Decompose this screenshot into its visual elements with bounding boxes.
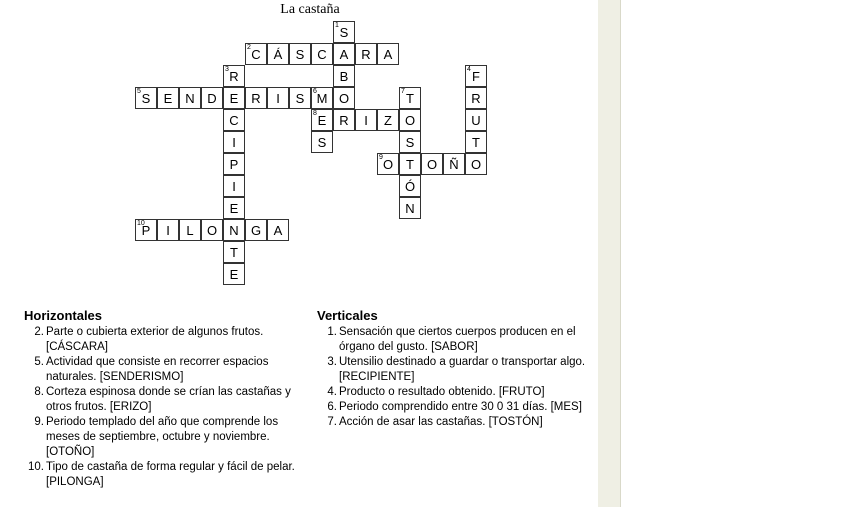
grid-cell xyxy=(223,219,245,241)
right-margin-bar xyxy=(598,0,621,507)
grid-cell xyxy=(135,87,157,109)
grid-cell xyxy=(245,87,267,109)
grid-cell xyxy=(223,197,245,219)
clue-item xyxy=(24,325,304,355)
grid-cell xyxy=(223,175,245,197)
cell-letter: R xyxy=(251,91,261,106)
cell-number: 7 xyxy=(401,88,405,95)
clue-item xyxy=(317,400,597,415)
grid-cell xyxy=(377,43,399,65)
clue-text: Periodo comprendido entre 30 0 31 días. [MES] xyxy=(339,401,582,413)
grid-cell xyxy=(245,219,267,241)
grid-cell xyxy=(201,87,223,109)
cell-number: 2 xyxy=(247,44,251,51)
grid-cell xyxy=(333,21,355,43)
cell-number: 3 xyxy=(225,66,229,73)
cell-letter: S xyxy=(317,135,327,150)
cell-letter: I xyxy=(232,135,236,150)
grid-cell xyxy=(135,219,157,241)
clue-item xyxy=(24,355,304,385)
cell-letter: E xyxy=(229,201,239,216)
cell-letter: O xyxy=(338,91,350,106)
grid-cell xyxy=(465,87,487,109)
clue-item xyxy=(317,415,597,430)
cell-number: 4 xyxy=(467,66,471,73)
grid-cell xyxy=(223,263,245,285)
grid-cell xyxy=(421,153,443,175)
clue-item xyxy=(24,460,304,490)
grid-cell xyxy=(443,153,465,175)
cell-letter: O xyxy=(382,157,394,172)
cell-number: 1 xyxy=(335,22,339,29)
grid-cell xyxy=(179,219,201,241)
grid-cell xyxy=(245,43,267,65)
cell-letter: T xyxy=(406,157,414,172)
cell-number: 10 xyxy=(137,220,145,227)
grid-cell xyxy=(223,87,245,109)
cell-letter: I xyxy=(232,179,236,194)
cell-letter: R xyxy=(471,91,481,106)
clue-text: Tipo de castaña de forma regular y fácil de pelar. [PILONGA] xyxy=(46,461,295,488)
grid-cell xyxy=(223,109,245,131)
grid-cell xyxy=(399,197,421,219)
cell-letter: R xyxy=(339,113,349,128)
cell-letter: C xyxy=(229,113,239,128)
cell-letter: O xyxy=(470,157,482,172)
cell-number: 9 xyxy=(379,154,383,161)
grid-cell xyxy=(179,87,201,109)
cell-letter: U xyxy=(471,113,481,128)
cell-letter: T xyxy=(472,135,480,150)
vertical-clues xyxy=(317,308,597,430)
cell-letter: P xyxy=(229,157,239,172)
grid-cell xyxy=(399,109,421,131)
cell-letter: M xyxy=(316,91,328,106)
cell-letter: O xyxy=(206,223,218,238)
grid-cell xyxy=(289,43,311,65)
grid-cell xyxy=(399,87,421,109)
grid-cell xyxy=(311,131,333,153)
cell-letter: O xyxy=(426,157,438,172)
clue-item xyxy=(24,385,304,415)
grid-cell xyxy=(311,109,333,131)
cell-letter: N xyxy=(405,201,415,216)
vertical-heading: Verticales xyxy=(317,308,378,323)
grid-cell xyxy=(465,153,487,175)
cell-letter: T xyxy=(406,91,414,106)
grid-cell xyxy=(311,87,333,109)
cell-letter: E xyxy=(163,91,173,106)
cell-letter: E xyxy=(229,91,239,106)
cell-letter: R xyxy=(361,47,371,62)
cell-letter: L xyxy=(186,223,194,238)
cell-number: 5 xyxy=(137,88,141,95)
clue-number: 4. xyxy=(327,386,337,398)
cell-number: 8 xyxy=(313,110,317,117)
cell-letter: I xyxy=(364,113,368,128)
clue-text: Corteza espinosa donde se crían las castañas y otros frutos. [ERIZO] xyxy=(46,386,291,413)
grid-cell xyxy=(267,219,289,241)
clue-text: Sensación que ciertos cuerpos producen en el órgano del gusto. [SABOR] xyxy=(339,326,576,353)
grid-cell xyxy=(223,131,245,153)
clue-text: Periodo templado del año que comprende los meses de septiembre, octubre y noviembre. [OTOÑO] xyxy=(46,416,279,458)
clue-text: Producto o resultado obtenido. [FRUTO] xyxy=(339,386,545,398)
clue-text: Acción de asar las castañas. [TOSTÓN] xyxy=(339,416,543,428)
cell-letter: E xyxy=(317,113,327,128)
cell-letter: A xyxy=(383,47,393,62)
clue-text: Actividad que consiste en recorrer espacios naturales. [SENDERISMO] xyxy=(46,356,269,383)
grid-cell xyxy=(333,109,355,131)
cell-letter: A xyxy=(273,223,283,238)
grid-cell xyxy=(399,131,421,153)
grid-cell xyxy=(157,219,179,241)
clue-number: 5. xyxy=(34,356,44,368)
grid-cell xyxy=(377,109,399,131)
grid-cell xyxy=(223,241,245,263)
cell-letter: I xyxy=(276,91,280,106)
cell-letter: O xyxy=(404,113,416,128)
cell-letter: Z xyxy=(384,113,392,128)
cell-letter: P xyxy=(141,223,151,238)
grid-cell xyxy=(267,87,289,109)
grid-cell xyxy=(311,43,333,65)
clue-item xyxy=(317,325,597,355)
cell-letter: S xyxy=(295,47,305,62)
clue-number: 3. xyxy=(327,356,337,368)
cell-letter: T xyxy=(230,245,238,260)
clue-item xyxy=(317,355,597,385)
grid-cell xyxy=(355,109,377,131)
grid-cell xyxy=(465,65,487,87)
horizontal-clues xyxy=(24,308,304,490)
cell-letter: N xyxy=(229,223,239,238)
cell-letter: R xyxy=(229,69,239,84)
grid-cell xyxy=(201,219,223,241)
cell-letter: I xyxy=(166,223,170,238)
cell-letter: C xyxy=(317,47,327,62)
cell-letter: C xyxy=(251,47,261,62)
cell-letter: S xyxy=(405,135,415,150)
cell-letter: A xyxy=(339,47,349,62)
cell-letter: B xyxy=(339,69,349,84)
clue-item xyxy=(24,415,304,460)
grid-cell xyxy=(333,87,355,109)
clue-number: 10. xyxy=(28,461,44,473)
horizontal-heading: Horizontales xyxy=(24,308,103,323)
clue-text: Utensilio destinado a guardar o transportar algo. [RECIPIENTE] xyxy=(339,356,586,383)
grid-cell xyxy=(223,153,245,175)
cell-letter: Ñ xyxy=(449,157,459,172)
grid-cell xyxy=(289,87,311,109)
grid-cell xyxy=(465,109,487,131)
cell-letter: F xyxy=(472,69,480,84)
grid-cell xyxy=(355,43,377,65)
cell-letter: Ó xyxy=(404,179,416,194)
grid-cell xyxy=(333,65,355,87)
clue-number: 6. xyxy=(327,401,337,413)
cell-letter: G xyxy=(250,223,262,238)
grid-cell xyxy=(465,131,487,153)
clue-number: 8. xyxy=(34,386,44,398)
clue-number: 7. xyxy=(327,416,337,428)
grid-cell xyxy=(223,65,245,87)
grid-cell xyxy=(399,175,421,197)
clue-number: 2. xyxy=(34,326,44,338)
clue-text: Parte o cubierta exterior de algunos frutos. [CÁSCARA] xyxy=(46,326,264,353)
clue-number: 1. xyxy=(327,326,337,338)
cell-letter: N xyxy=(185,91,195,106)
cell-letter: E xyxy=(229,267,239,282)
page-title: La castaña xyxy=(280,2,340,17)
cell-letter: S xyxy=(295,91,305,106)
clue-item xyxy=(317,385,597,400)
cell-letter: S xyxy=(141,91,151,106)
clue-number: 9. xyxy=(34,416,44,428)
grid-cell xyxy=(157,87,179,109)
grid-cell xyxy=(399,153,421,175)
grid-cell xyxy=(377,153,399,175)
cell-letter: Á xyxy=(273,47,283,62)
cell-number: 6 xyxy=(313,88,317,95)
grid-cell xyxy=(333,43,355,65)
cell-letter: S xyxy=(339,25,349,40)
cell-letter: D xyxy=(207,91,217,106)
grid-cell xyxy=(267,43,289,65)
